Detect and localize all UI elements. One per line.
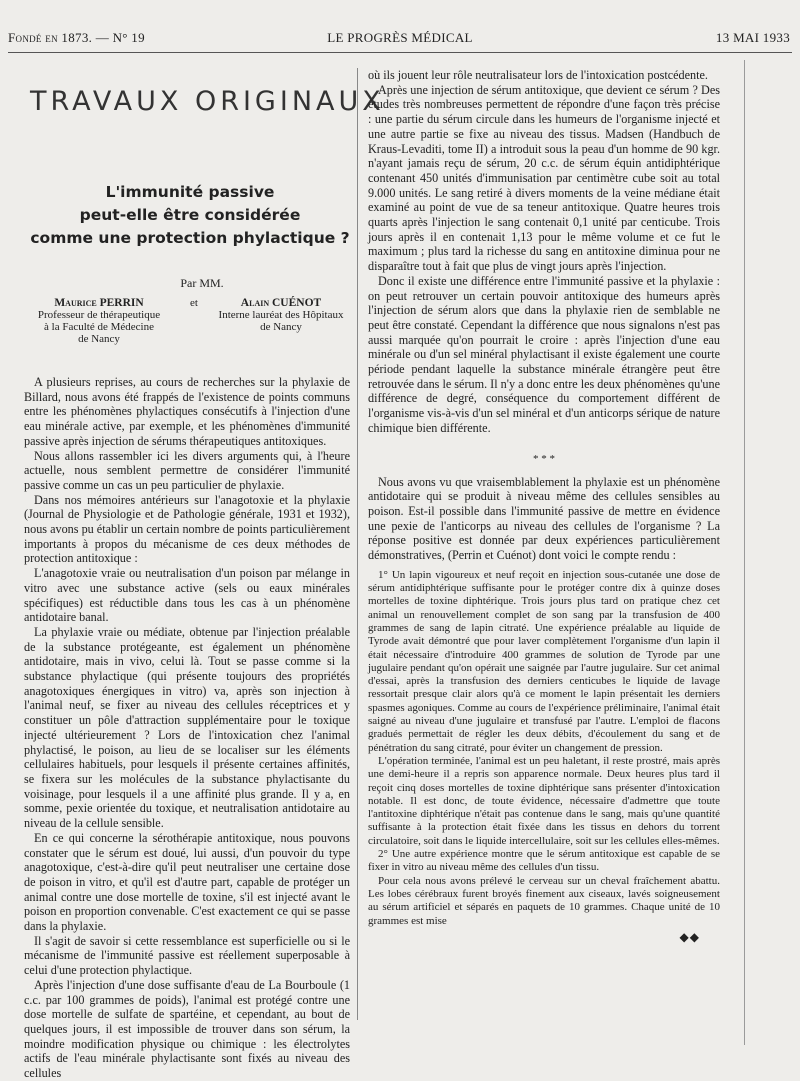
paragraph: Après une injection de sérum antitoxique, que devient ce sérum ? Des études très nombreuses permettent de répondre d'une façon très précise : une partie du sérum circule dans les humeurs de l'organisme injecté et une autre partie se fixe au niveau des tissus. Madsen (Handbuch de Kraus-Levaditi, tome II) a introduit sous la peau d'un homme de 90 kgr. n'ayant jamais reçu de sérum, 20 c.c. de sérum équin antidiphtérique contenant 450 unités d'immunisation par centimètre cube soit au total 9.000 unités. Le sang retiré à divers moments de la veine médiane était examiné au point de vue de sa teneur antitoxique. Quatre heures trois quarts après l'injection le sang contenait 0,1 unité par centicube. Trois jours après il en contenait 1,13 pour le même volume et ce fut le maximum ; plus tard la richesse du sang en antitoxine diminua pour ne disparaître tout à fait que plus de vingt jours après l'injection. [368,82,720,274]
paragraph: L'anagotoxie vraie ou neutralisation d'un poison par mélange in vitro avec une substance active (sels ou eaux minérales spécifiques) est réductible dans tous les cas à un phénomène antidotaire banal. [24,566,350,625]
author-1-affiliation: à la Faculté de Médecine [44,321,154,333]
author-1-affiliation: de Nancy [78,333,120,345]
journal-name: LE PROGRÈS MÉDICAL [327,30,473,45]
author-1-name: Maurice PERRIN [54,297,144,309]
right-column [368,68,720,945]
left-body-text [24,375,350,1081]
author-2 [196,297,366,333]
author-2-affiliation: de Nancy [260,321,302,333]
author-conjunction: et [190,297,198,309]
author-1-affiliation: Professeur de thérapeutique [37,309,161,321]
paragraph: Nous allons rassembler ici les divers arguments qui, à l'heure actuelle, nous semblent permettre de considérer l'immunité passive comme un cas un peu particulier de phylaxie. [24,448,350,492]
experiment-paragraph: 1° Un lapin vigoureux et neuf reçoit en injection sous-cutanée une dose de sérum antidiphtérique suffisante pour le protéger contre dix à quinze doses mortelles de toxine diphtérique. Trois jours plus tard on pratique chez cet animal un renouvellement complet de son sang par la transfusion de 400 grammes de sang de lapin citraté. Une expérience préalable au liquide de Tyrode avait démontré que pour laver complètement l'organisme d'un lapin il était nécessaire d'introduire 400 grammes de solution de Tyrode par une jugulaire pendant qu'on opérait une saignée par l'autre jugulaire. Sur cet animal d'essai, après la transfusion des derniers centicubes le liquide de lavage ressortait presque clair alors qu'à ce moment le lapin présentait les derniers spasmes agoniques. Comme au cours de l'expérience préliminaire, l'animal était saigné au niveau d'une jugulaire et transfusé par l'autre. L'emploi de flacons gradués permettait de régler les deux débits, d'écoulement du sang et de pénétration du sang citraté, pour éviter un changement de pression. [368,568,720,754]
margin-rule [744,60,745,1045]
author-1 [24,297,174,345]
paragraph: où ils jouent leur rôle neutralisateur lors de l'intoxication postcédente. [368,68,708,82]
article-title-line: L'immunité passive [105,183,275,201]
paragraph: Il s'agit de savoir si cette ressemblance est superficielle ou si le mécanisme de l'immunité passive est réellement superposable à celui d'une protection phylactique. [24,933,350,978]
header-rule [8,52,792,53]
column-divider [357,68,358,1020]
paragraph: La phylaxie vraie ou médiate, obtenue par l'injection préalable de la substance protégeante, est également un phénomène antidotaire, mais in vivo, celui là. Tout se passe comme si la substance phylactique (qui présente toujours des propriétés anagotoxiques énergiques in vitro) va, après son injection à l'animal neuf, se fixer au niveau des cellules réceptrices et y constituer un pôle d'attraction supplémentaire pour le toxique injecté ultérieurement ? Lors de l'intoxication chez l'animal phylactisé, le poison, au lieu de se localiser sur les éléments cellulaires habituels, pour lesquels il présente certaines affinités, se fixera sur les molécules de la substance phylactisante du voisinage, pour lesquels il a une affinité plus grande. Il y a, en somme, pexie orientée du toxique, et neutralisation antidotaire au niveau de la cellule sensible. [24,624,350,831]
issue-date: 13 MAI 1933 [715,30,790,45]
continuation-mark: ◆◆ [679,929,700,944]
left-column [24,68,385,1081]
running-header [8,30,792,50]
byline-intro: Par MM. [180,276,224,290]
paragraph: Donc il existe une différence entre l'immunité passive et la phylaxie : on peut retrouver un certain pouvoir antitoxique des humeurs après l'injection de sérum alors que dans la phylaxie rien de semblable ne peut être constaté. Cependant la différence que nous signalons n'est pas aussi marquée qu'on pourrait le croire : après l'injection d'une eau minérale ou d'un sel minéral phylactisant il existe également une courte période pendant laquelle la substance minérale étrangère peut être retrouvée dans le sérum. Il n'y a donc entre les deux phénomènes qu'une différence de degré, conséquence du comportement différent de l'organisme vis-à-vis d'un sel minéral et d'un anticorps sérique de nature chimique bien différente. [368,273,720,435]
experiment-paragraph: 2° Une autre expérience montre que le sérum antitoxique est capable de se fixer in vitro au niveau même des cellules d'un tissu. [368,848,720,874]
article-title [30,181,350,250]
authors-block [24,297,350,361]
article-title-line: peut-elle être considérée [79,206,301,224]
paragraph: A plusieurs reprises, au cours de recherches sur la phylaxie de Billard, nous avons été frappés de l'existence de points communs entre les phénomènes phylactiques consécutifs à l'injection d'une eau minérale active, par exemple, et les phénomènes d'immunité passive après injection de sérums thérapeutiques antitoxiques. [24,375,350,448]
paragraph: En ce qui concerne la sérothérapie antitoxique, nous pouvons constater que le sérum est doué, lui aussi, d'un pouvoir du type anagotoxique, c'est-à-dire qu'il peut neutraliser une certaine dose de poison in vitro, et qu'il est d'autre part, capable de protéger un animal contre une dose mortelle de toxine, s'il est injecté avant le poison en proportion convenable. C'est exactement ce qui se passe dans la phylaxie. [24,830,350,934]
experiment-paragraph: L'opération terminée, l'animal est un peu haletant, il reste prostré, mais après une demi-heure il a repris son apparence normale. Deux heures plus tard il reçoit cinq doses mortelles de toxine diphtérique sans présenter d'intoxication notable. Il est donc, de toute évidence, nécessaire d'admettre que toute l'antitoxine diphtérique n'était pas contenue dans le sang, mais qu'une quantité suffisante à la protection était fixée dans les tissus en dehors du torrent circulatoire, soit dans le liquide intercellulaire, soit sur les cellules elles-mêmes. [368,754,720,847]
experiment-paragraph: Pour cela nous avons prélevé le cerveau sur un cheval fraîchement abattu. Les lobes cérébraux furent broyés finement aux ciseaux, lavés soigneusement au sérum artificiel et séparés en paquets de 10 grammes. Chaque unité de 10 grammes est mise [368,874,720,927]
paragraph: Nous avons vu que vraisemblablement la phylaxie est un phénomène antidotaire qui se produit à niveau même des cellules sensibles au poison. Est-il possible dans l'immunité passive de mettre en évidence une pexie de l'anticorps au niveau des cellules de l'organisme ? La réponse positive est donnée par deux expériences particulièrement démonstratives, (Perrin et Cuénot) dont voici le compte rendu : [368,474,720,563]
paragraph: Après l'injection d'une dose suffisante d'eau de La Bourboule (1 c.c. par 100 grammes de poids), l'animal est protégé contre une dose mortelle de sulfate de spartéine, et cependant, au bout de quelques jours, il est impossible de trouver dans son sérum, la moindre modification physique ou chimique : les électrolytes actifs de l'eau minérale phylactisante sont fixés au niveau des cellules [24,977,350,1081]
section-break-asterism: * * * [533,452,555,465]
founded-note: Fondé en 1873. — N° 19 [8,30,145,45]
author-2-affiliation: Interne lauréat des Hôpitaux [218,309,344,321]
author-2-name: Alain CUÉNOT [240,297,322,309]
paragraph: Dans nos mémoires antérieurs sur l'anagotoxie et la phylaxie (Journal de Physiologie et de Pathologie générale, 1931 et 1932), nous avons pu établir un certain nombre de points particulièrement importants à propos du mécanisme de ces deux méthodes de protection antitoxique : [24,492,350,566]
section-title: TRAVAUX ORIGINAUX [30,86,385,117]
article-title-line: comme une protection phylactique ? [30,229,350,247]
